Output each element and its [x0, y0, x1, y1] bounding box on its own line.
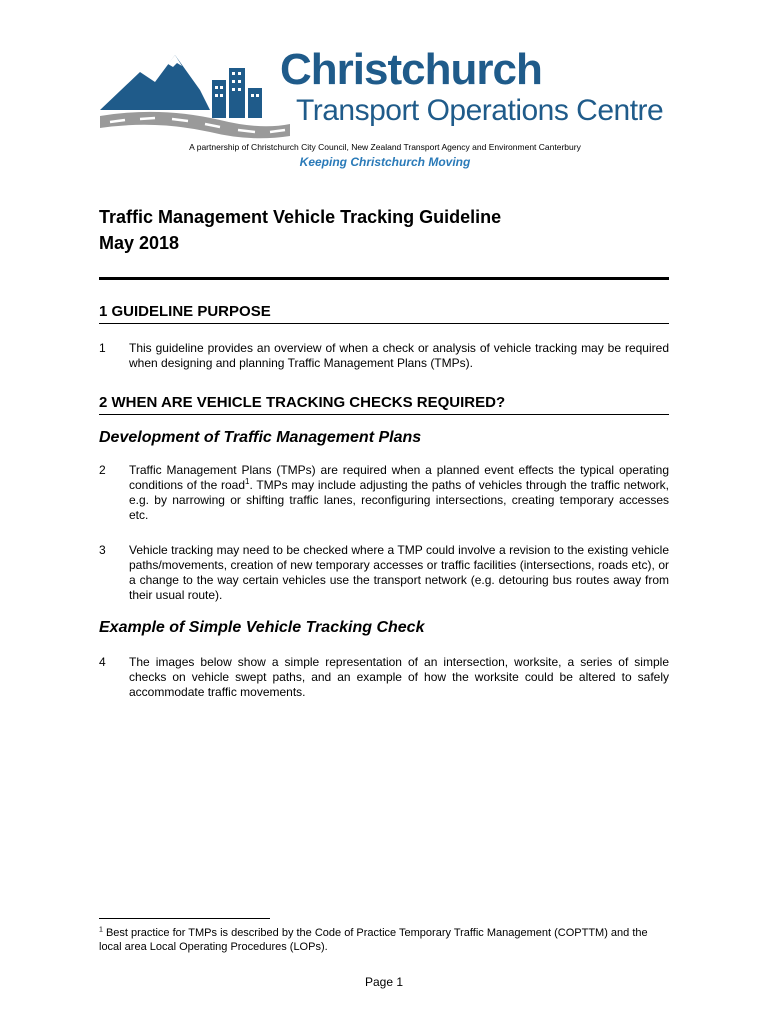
- footnote-separator: [99, 918, 270, 919]
- paragraph-2-text: [129, 463, 669, 523]
- title-divider: [99, 277, 669, 280]
- footnote-marker: 1: [99, 926, 103, 934]
- subheading-development-tmps: Development of Traffic Management Plans: [99, 429, 422, 446]
- logo-buildings: [212, 68, 262, 118]
- paragraph-3-number: 3: [99, 543, 106, 557]
- tagline: Keeping Christchurch Moving: [299, 155, 471, 169]
- section-1-rule: [99, 323, 669, 324]
- title-line-1: Traffic Management Vehicle Tracking Guideline: [99, 207, 502, 227]
- brand-subtitle: Transport Operations Centre: [296, 94, 664, 127]
- footnote-ref[interactable]: 1: [245, 477, 250, 486]
- document-title: [99, 204, 501, 256]
- paragraph-4-number: 4: [99, 655, 106, 669]
- footnote: [99, 926, 669, 954]
- paragraph-3-text: Vehicle tracking may need to be checked where a TMP could involve a revision to the existing vehicle paths/movements, creation of new temporary accesses or traffic facilities (intersections, roads etc), or a change to the way certain vehicles use the transport network (e.g. detouring bus routes away from their usual route).: [129, 543, 669, 602]
- section-1-heading: 1 GUIDELINE PURPOSE: [99, 303, 271, 320]
- paragraph-1-text: This guideline provides an overview of when a check or analysis of vehicle tracking may be required when designing and planning Traffic Management Plans (TMPs).: [129, 341, 669, 370]
- paragraph-2-text-b: . TMPs may include adjusting the paths of vehicles through the traffic network, e.g. by narrowing or shifting traffic lanes, reconfiguring intersections, creating temporary accesses etc.: [129, 478, 669, 522]
- subheading-example-tracking: Example of Simple Vehicle Tracking Check: [99, 619, 425, 636]
- footnote-text: Best practice for TMPs is described by the Code of Practice Temporary Traffic Management (COPTTM) and the local area Local Operating Procedures (LOPs).: [99, 927, 648, 953]
- paragraph-2-text-a: Traffic Management Plans (TMPs) are required when a planned event effects the typical operating conditions of the road: [129, 463, 669, 492]
- logo-graphic: [100, 50, 295, 142]
- title-line-2: May 2018: [99, 233, 180, 253]
- logo-mountains: [100, 55, 210, 110]
- paragraph-4-text: The images below show a simple representation of an intersection, worksite, a series of simple checks on vehicle swept paths, and an example of how the worksite could be altered to safely accommodate traffic movements.: [129, 655, 669, 699]
- paragraph-2-number: 2: [99, 463, 106, 477]
- brand-title: Christchurch: [280, 45, 542, 94]
- partnership-text: A partnership of Christchurch City Council, New Zealand Transport Agency and Environment Canterbury: [189, 142, 581, 152]
- section-2-heading: 2 WHEN ARE VEHICLE TRACKING CHECKS REQUIRED?: [99, 394, 506, 411]
- page-number: Page 1: [364, 975, 404, 989]
- paragraph-1-number: 1: [99, 341, 106, 355]
- section-2-rule: [99, 414, 669, 415]
